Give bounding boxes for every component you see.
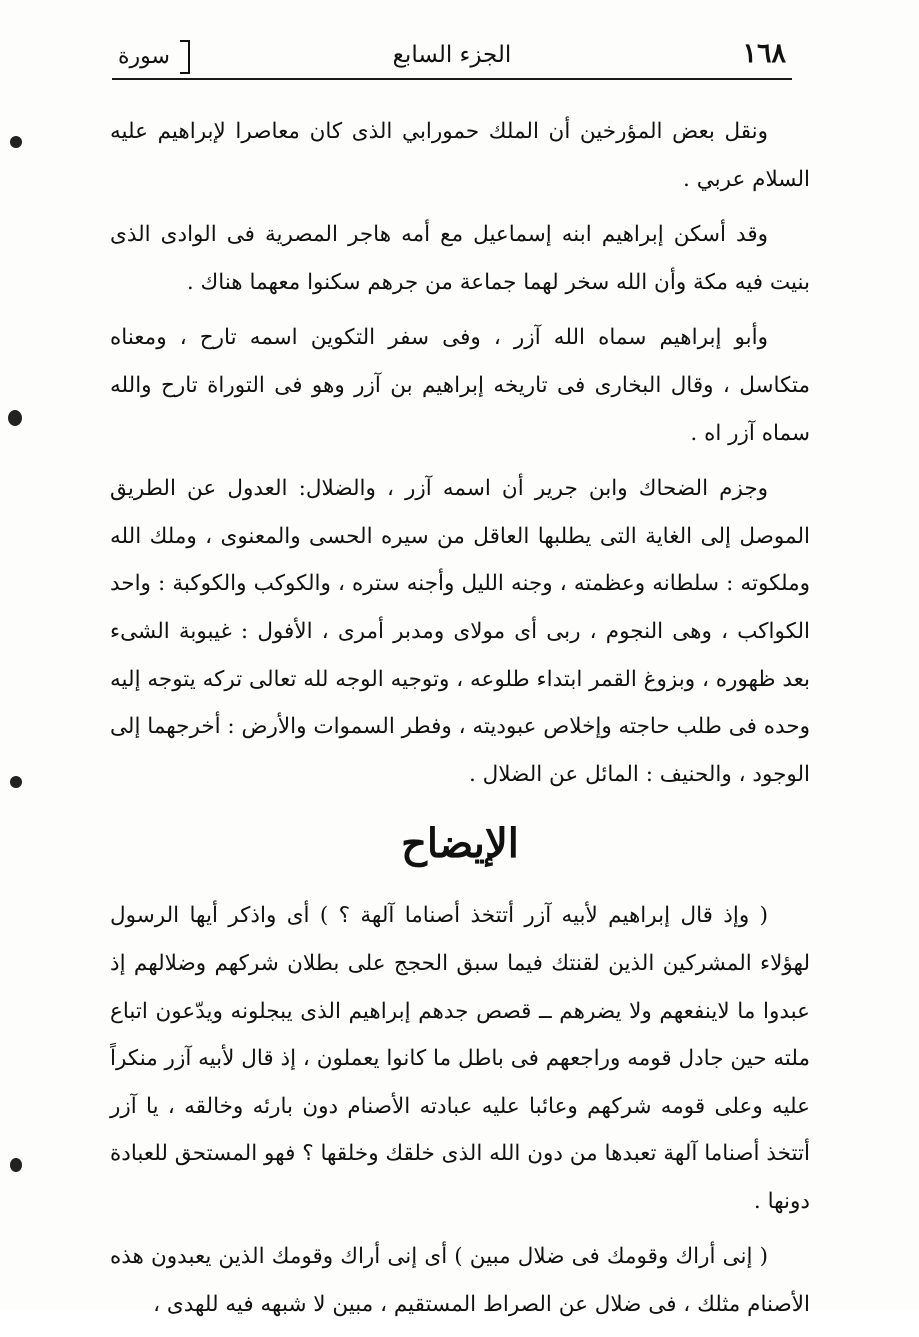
margin-speck xyxy=(10,136,22,148)
explanation-paragraph-2: ( إنى أراك وقومك فى ضلال مبين ) أى إنى أراك وقومك الذين يعبدون هذه الأصنام مثلك ، فى ضلال عن الصراط المستقيم ، مبين لا شبهه فيه للهدى ، xyxy=(110,1244,810,1318)
margin-speck xyxy=(8,410,22,426)
sura-label-text: سورة xyxy=(118,44,170,69)
paragraph-glossary: وجزم الضحاك وابن جرير أن اسمه آزر ، والضلال: العدول عن الطريق الموصل إلى الغاية التى يطلبها العاقل من سيره الحسى والمعنوى ، وملك الله وملكوته : سلطانه وعظمته ، وجنه الليل وأجنه ستره ، والكوكب والكوكبة : واحد الكواكب ، وهى النجوم ، ربى أى مولاى ومدبر أمرى ، الأفول : غيبوبة الشىء بعد ظهوره ، وبزوغ القمر ابتداء طلوعه ، وتوجيه الوجه لله تعالى تركه يتوجه إليه وحده فى طلب حاجته وإخلاص عبوديته ، وفطر السموات والأرض : أخرجهما إلى الوجود ، والحنيف : المائل عن الضلال . xyxy=(110,476,810,787)
page-number: ١٦٨ xyxy=(742,38,786,69)
paragraph-historians: ونقل بعض المؤرخين أن الملك حمورابي الذى كان معاصرا لإبراهيم عليه السلام عربي . xyxy=(110,119,810,192)
margin-speck xyxy=(10,776,22,788)
paragraph-ismail: وقد أسكن إبراهيم ابنه إسماعيل مع أمه هاجر المصرية فى الوادى الذى بنيت فيه مكة وأن الله سخر لهما جماعة من جرهم سكنوا معهما هناك . xyxy=(110,222,810,295)
section-title-text: الإيضاح xyxy=(401,820,519,868)
explanation-paragraph-1: ( وإذ قال إبراهيم لأبيه آزر أتتخذ أصناما آلهة ؟ ) أى واذكر أيها الرسول لهؤلاء المشركين الذين لقنتك فيما سبق الحجج على بطلان شركهم وضلالهم إذ عبدوا ما لاينفعهم ولا يضرهم ــ قصص جدهم إبراهيم الذى يبجلونه ويدّعون اتباع ملته حين جادل قومه وراجعهم فى باطل ما كانوا يعملون ، إذ قال لأبيه آزر منكراً عليه وعلى قومه شركهم وعائبا عليه عبادته الأصنام دون بارئه وخالقه ، يا آزر أتتخذ أصناما آلهة تعبدها من دون الله الذى خلقك وخلقها ؟ فهو المستحق للعبادة دونها . xyxy=(110,903,810,1214)
running-title: الجزء السابع xyxy=(392,42,512,68)
paragraph-azar: وأبو إبراهيم سماه الله آزر ، وفى سفر التكوين اسمه تارح ، ومعناه متكاسل ، وقال البخارى فى تاريخه إبراهيم بن آزر وهو فى التوراة تارح والله سماه آزر اه . xyxy=(110,325,810,446)
page-body xyxy=(110,108,810,1337)
margin-speck xyxy=(10,1158,22,1172)
section-title xyxy=(110,814,810,880)
sura-label xyxy=(118,40,190,74)
page-header xyxy=(112,34,792,80)
bracket-mark xyxy=(180,40,190,74)
